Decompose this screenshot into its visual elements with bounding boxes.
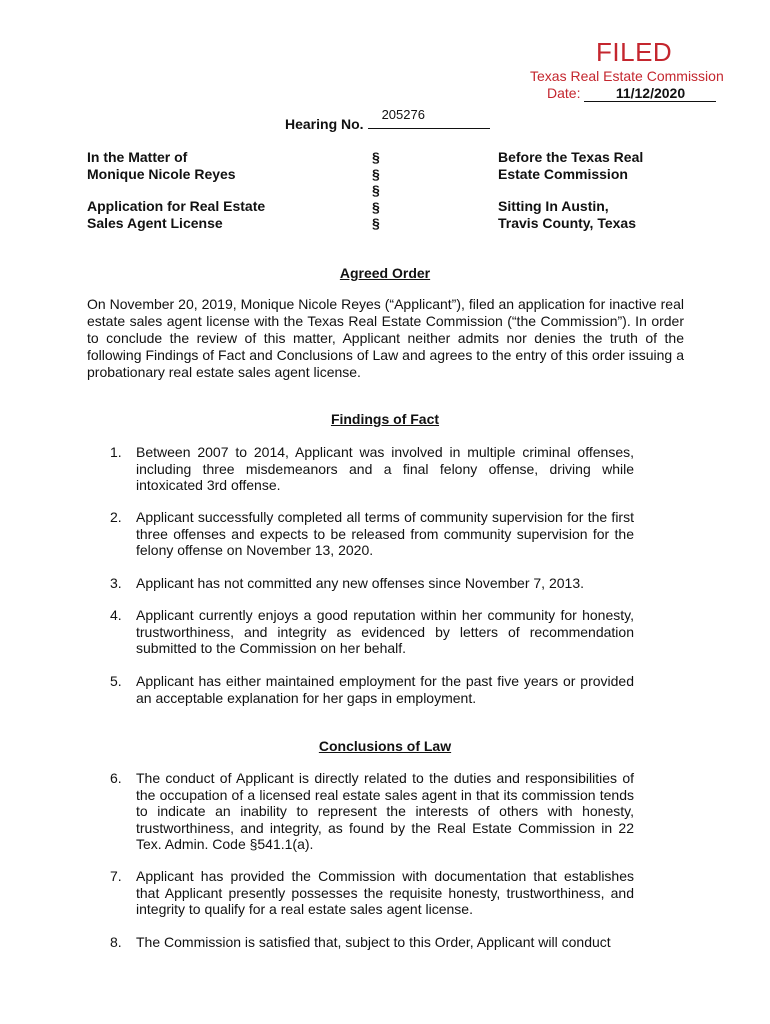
hearing-number: 205276	[381, 107, 425, 122]
caption-right	[498, 149, 643, 231]
item-text: Applicant has not committed any new offenses since November 7, 2013.	[136, 575, 584, 591]
item-text: The Commission is satisfied that, subject to this Order, Applicant will conduct	[136, 934, 611, 950]
section-mark: §	[372, 215, 380, 231]
caption-sitting-line1: Sitting In Austin,	[498, 198, 609, 214]
item-text: Applicant currently enjoys a good reputation within her community for honesty, trustworthiness, and integrity as evidenced by letters of recommendation submitted to the Commission on her behalf.	[136, 607, 634, 656]
agreed-order-title: Agreed Order	[339, 265, 431, 281]
item-number: 4.	[110, 607, 122, 623]
caption-application-type: Application for Real Estate	[87, 198, 266, 214]
caption-before-line1: Before the Texas Real	[498, 149, 644, 165]
list-item	[110, 575, 634, 592]
findings-title: Findings of Fact	[330, 411, 440, 427]
item-text: Applicant has either maintained employment for the past five years or provided an acceptable explanation for her gaps in employment.	[136, 673, 634, 706]
list-item	[110, 444, 634, 494]
list-item	[110, 509, 634, 559]
section-mark: §	[372, 198, 380, 215]
item-number: 5.	[110, 673, 122, 689]
stamp-date-row	[547, 85, 724, 102]
item-text: Between 2007 to 2014, Applicant was involved in multiple criminal offenses, including three misdemeanors and a final felony offense, driving while intoxicated 3rd offense.	[136, 444, 634, 493]
list-item	[110, 934, 634, 951]
caption-section-marks	[372, 149, 380, 232]
caption-matter-label: In the Matter of	[87, 149, 188, 165]
caption-left	[87, 149, 265, 231]
list-item	[110, 770, 634, 853]
item-number: 7.	[110, 868, 122, 884]
caption-before-line2: Estate Commission	[498, 165, 628, 182]
stamp-filed-text: FILED	[596, 37, 673, 67]
item-number: 2.	[110, 509, 122, 525]
item-number: 6.	[110, 770, 122, 786]
caption-license-type: Sales Agent License	[87, 214, 223, 231]
item-number: 3.	[110, 575, 122, 591]
item-text: Applicant has provided the Commission with documentation that establishes that Applicant presently possesses the requisite honesty, trustworthiness, and integrity to qualify for a real estate sales agent license.	[136, 868, 634, 917]
item-number: 8.	[110, 934, 122, 950]
hearing-number-line	[285, 107, 490, 132]
section-mark: §	[372, 165, 380, 182]
list-item	[110, 673, 634, 706]
hearing-label: Hearing No.	[285, 116, 364, 132]
agreed-order-body: On November 20, 2019, Monique Nicole Reyes (“Applicant”), filed an application for inactive real estate sales agent license with the Texas Real Estate Commission (“the Commission”). In order to conclude the review of this matter, Applicant neither admits nor denies the truth of the following Findings of Fact and Conclusions of Law and agrees to the entry of this order issuing a probationary real estate sales agent license.	[87, 296, 684, 380]
conclusions-title: Conclusions of Law	[318, 738, 452, 754]
stamp-commission-name: Texas Real Estate Commission	[530, 68, 724, 84]
stamp-date-label: Date:	[547, 85, 581, 101]
hearing-number-field	[368, 107, 490, 129]
item-number: 1.	[110, 444, 122, 460]
filed-stamp	[530, 38, 724, 102]
section-mark: §	[372, 182, 380, 198]
section-mark: §	[372, 149, 380, 165]
caption-applicant-name: Monique Nicole Reyes	[87, 165, 236, 182]
item-text: Applicant successfully completed all terms of community supervision for the first three offenses and expects to be released from community supervision for the felony offense on November 13, 2020.	[136, 509, 634, 558]
list-item	[110, 607, 634, 657]
list-item	[110, 868, 634, 918]
caption-sitting-line2: Travis County, Texas	[498, 214, 636, 231]
stamp-date-value: 11/12/2020	[584, 86, 716, 102]
item-text: The conduct of Applicant is directly related to the duties and responsibilities of the occupation of a licensed real estate sales agent in that its commission tends to indicate an inability to represent the interests of others with honesty, trustworthiness, and integrity, as found by the Real Estate Commission in 22 Tex. Admin. Code §541.1(a).	[136, 770, 634, 852]
